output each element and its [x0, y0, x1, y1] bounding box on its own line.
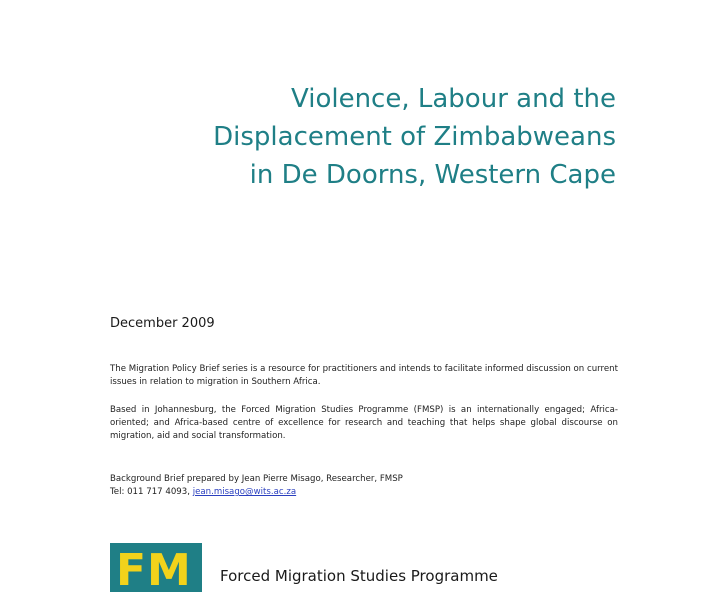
title-line-1: Violence, Labour and the [291, 84, 616, 114]
fmsp-description-paragraph: Based in Johannesburg, the Forced Migration Studies Programme (FMSP) is an internationally engaged; Africa-oriented; and Africa-based centre of excellence for research and teaching that helps shape global discourse on migration, aid and social transformation. [110, 405, 618, 441]
prepared-by-line: Background Brief prepared by Jean Pierre Misago, Researcher, FMSP [110, 474, 403, 484]
title-line-3: in De Doorns, Western Cape [249, 160, 616, 190]
brief-credits [110, 473, 618, 499]
logo-text: FM [116, 545, 192, 592]
programme-name: Forced Migration Studies Programme [220, 567, 498, 585]
publication-date: December 2009 [110, 316, 215, 331]
telephone-text: Tel: 011 717 4093, [110, 487, 193, 497]
fmsp-logo [110, 543, 202, 592]
email-link[interactable]: jean.misago@wits.ac.za [192, 487, 297, 497]
contact-line [110, 486, 618, 499]
document-title [96, 80, 616, 194]
series-description-paragraph: The Migration Policy Brief series is a resource for practitioners and intends to facilitate informed discussion on current issues in relation to migration in Southern Africa. [110, 364, 618, 387]
title-line-2: Displacement of Zimbabweans [213, 122, 616, 152]
